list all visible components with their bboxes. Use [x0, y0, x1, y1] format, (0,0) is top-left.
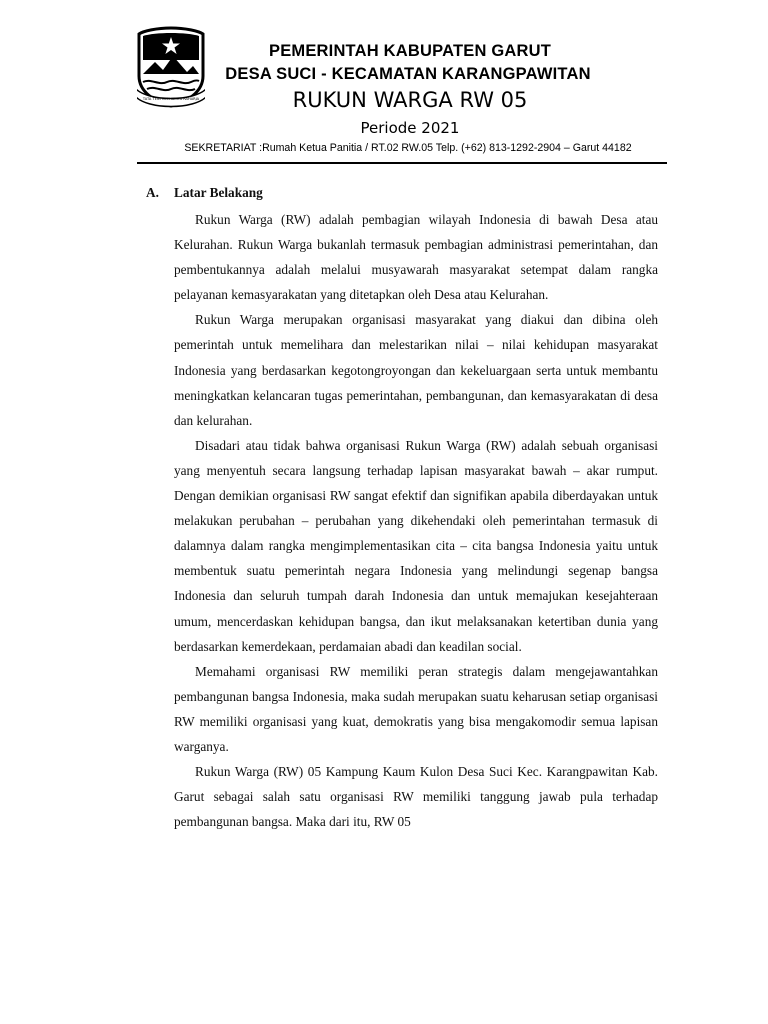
secretariat-address: SEKRETARIAT :Rumah Ketua Panitia / RT.02 RW.05 Telp. (+62) 813-1292-2904 – Garut 44182	[184, 142, 632, 154]
section-title: Latar Belakang	[174, 185, 263, 200]
section-letter: A.	[146, 185, 159, 200]
section-heading	[146, 180, 658, 205]
paragraph-5: Rukun Warga (RW) 05 Kampung Kaum Kulon Desa Suci Kec. Karangpawitan Kab. Garut sebagai salah satu organisasi RW memiliki tanggung jawab pula terhadap pembangunan bangsa. Maka dari itu, RW 05	[174, 764, 658, 830]
period-label: Periode 2021	[360, 119, 460, 137]
organization-title: RUKUN WARGA RW 05	[292, 88, 528, 112]
document-body	[146, 180, 658, 834]
garut-regency-emblem-icon	[137, 26, 205, 108]
paragraph-3: Disadari atau tidak bahwa organisasi Rukun Warga (RW) adalah sebuah organisasi yang menyentuh secara langsung terhadap lapisan masyarakat bawah – akar rumput. Dengan demikian organisasi RW sangat efektif dan signifikan apabila diberdayakan untuk melakukan perubahan – perubahan yang dikehendaki oleh pemerintahan termasuk di dalamnya dalam rangka mengimplementasikan cita – cita bangsa Indonesia yaitu untuk membentuk suatu pemerintah negara Indonesia yang melindungi segenap bangsa Indonesia dan seluruh tumpah darah Indonesia dan untuk memajukan kesejahteraan umum, mencerdaskan kehidupan bangsa, dan ikut melaksanakan ketertiban dunia yang berdasarkan kemerdekaan, perdamaian abadi dan keadilan social.	[174, 437, 658, 654]
village-district-name: DESA SUCI - KECAMATAN KARANGPAWITAN	[225, 65, 591, 83]
paragraph-4: Memahami organisasi RW memiliki peran strategis dalam mengejawantahkan pembangunan bangsa Indonesia, maka sudah merupakan suatu keharusan setiap organisasi RW memiliki organisasi yang kuat, demokratis yang bisa mengakomodir semua lapisan warganya.	[174, 663, 658, 754]
paragraph-2: Rukun Warga merupakan organisasi masyarakat yang diakui dan dibina oleh pemerintah untuk memelihara dan melestarikan nilai – nilai kehidupan masyarakat Indonesia yang berdasarkan kegotongroyongan dan kekeluargaan serta untuk membantu meningkatkan kelancaran tugas pemerintahan, pembangunan, dan kemasyarakatan di desa dan kelurahan.	[174, 312, 658, 428]
svg-text:TATA TENTREM KERTA RAHARJA: TATA TENTREM KERTA RAHARJA	[142, 97, 200, 101]
letterhead	[0, 0, 768, 170]
letterhead-divider	[137, 162, 667, 164]
government-name: PEMERINTAH KABUPATEN GARUT	[268, 42, 552, 60]
paragraph-1: Rukun Warga (RW) adalah pembagian wilayah Indonesia di bawah Desa atau Kelurahan. Rukun Warga bukanlah termasuk pembagian administrasi pemerintahan, dan pembentukannya adalah melalui musyawarah masyarakat setempat dalam rangka pelayanan kemasyarakatan yang ditetapkan oleh Desa atau Kelurahan.	[174, 212, 658, 303]
